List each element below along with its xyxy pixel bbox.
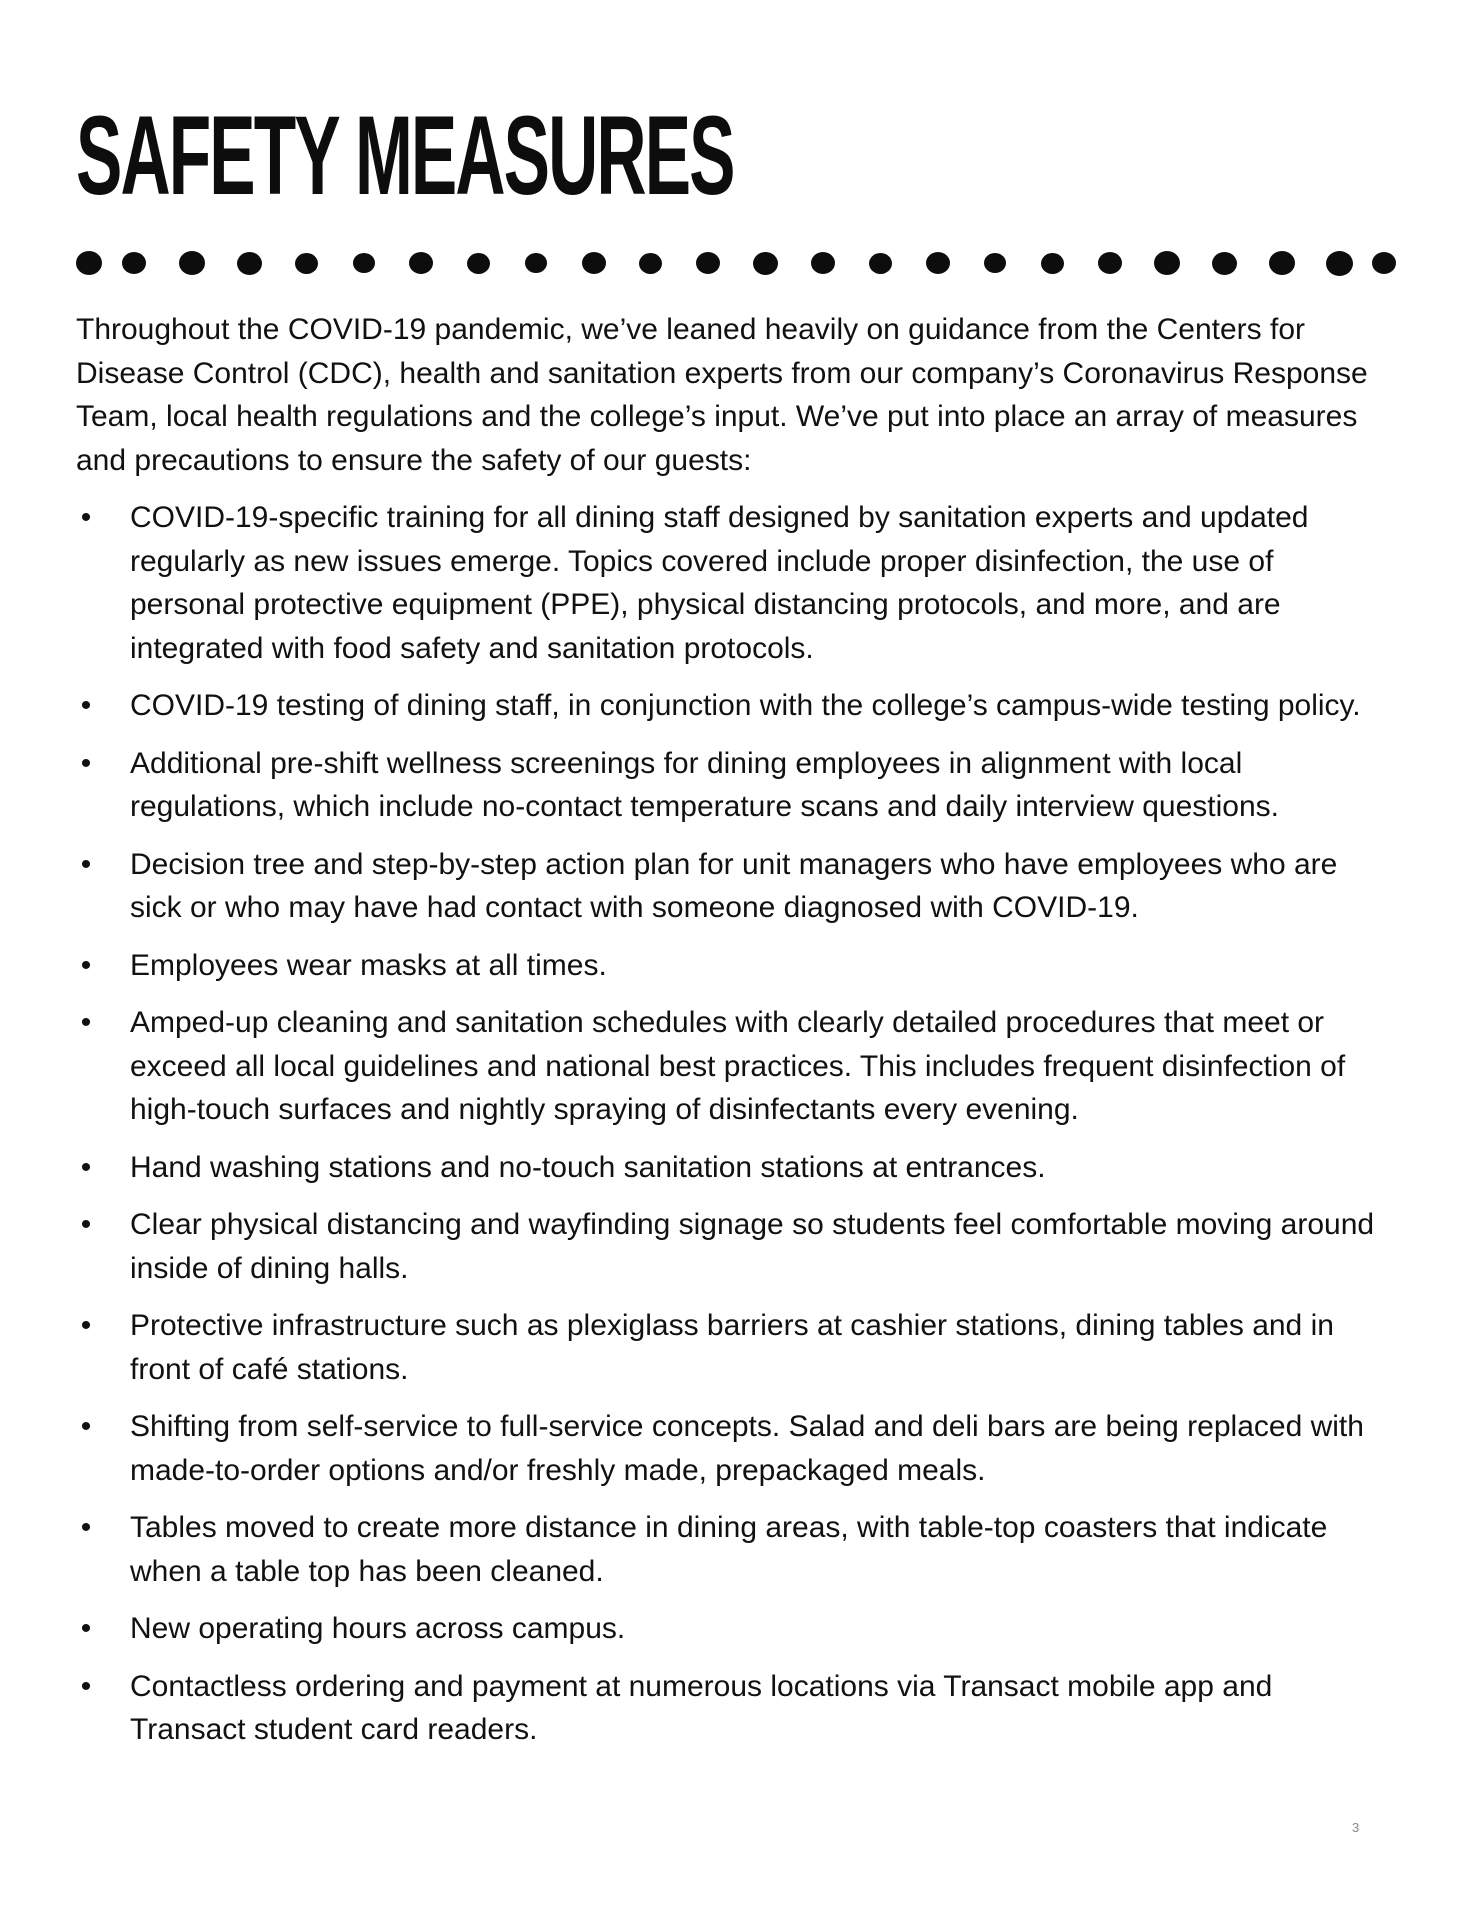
divider-dot-icon xyxy=(1154,251,1180,275)
list-item xyxy=(76,1405,1386,1492)
list-item-text: COVID-19-specific training for all dining staff designed by sanitation experts and updated regularly as new issues emerge. Topics covered include proper disinfection, the use of personal protective equipment (PPE), physical distancing protocols, and more, and are integrated with food safety and sanitation protocols. xyxy=(130,501,1309,665)
divider-dot-icon xyxy=(582,252,606,274)
divider-dot-icon xyxy=(1326,251,1353,276)
list-item xyxy=(76,742,1386,829)
divider-dot-icon xyxy=(1041,253,1064,274)
dotted-divider xyxy=(76,248,1396,278)
divider-dot-icon xyxy=(295,253,318,274)
list-item-text: Amped-up cleaning and sanitation schedules with clearly detailed procedures that meet or exceed all local guidelines and national best practices. This includes frequent disinfection of high-touch surfaces and nightly spraying of disinfectants every evening. xyxy=(130,1006,1346,1126)
divider-dot-icon xyxy=(122,252,146,274)
bullet-icon: • xyxy=(80,948,92,982)
list-item xyxy=(76,1607,1386,1651)
list-item-text: Tables moved to create more distance in dining areas, with table-top coasters that indicate when a table top has been cleaned. xyxy=(130,1511,1328,1588)
list-item-text: Additional pre-shift wellness screenings for dining employees in alignment with local regulations, which include no-contact temperature scans and daily interview questions. xyxy=(130,746,1279,823)
divider-dot-icon xyxy=(237,252,262,275)
bullet-icon: • xyxy=(80,1410,92,1443)
divider-dot-icon xyxy=(869,253,892,274)
list-item xyxy=(76,1146,1386,1190)
bullet-icon: • xyxy=(80,1309,92,1342)
divider-dot-icon xyxy=(1212,252,1237,275)
list-item-text: Employees wear masks at all times. xyxy=(130,948,607,982)
list-item xyxy=(76,944,1386,988)
divider-dot-icon xyxy=(811,252,835,274)
list-item-text: Contactless ordering and payment at numerous locations via Transact mobile app and Transact student card readers. xyxy=(130,1669,1273,1746)
list-item xyxy=(76,1304,1386,1391)
divider-dot-icon xyxy=(353,253,375,273)
divider-dot-icon xyxy=(179,251,205,275)
list-item-text: Decision tree and step-by-step action plan for unit managers who have employees who are sick or who may have had contact with someone diagnosed with COVID-19. xyxy=(130,847,1338,924)
divider-dot-icon xyxy=(1372,252,1396,274)
list-item-text: Protective infrastructure such as plexiglass barriers at cashier stations, dining tables and in front of café stations. xyxy=(130,1309,1334,1386)
bullet-icon: • xyxy=(80,1511,92,1544)
divider-dot-icon xyxy=(984,253,1006,273)
bullet-icon: • xyxy=(80,501,92,534)
list-item xyxy=(76,1001,1386,1132)
bullet-icon: • xyxy=(80,1208,92,1241)
list-item-text: Hand washing stations and no-touch sanitation stations at entrances. xyxy=(130,1150,1046,1184)
list-item xyxy=(76,496,1386,670)
page-number: 3 xyxy=(1352,1820,1360,1835)
list-item xyxy=(76,843,1386,930)
safety-measures-list xyxy=(76,496,1386,1752)
list-item-text: Shifting from self-service to full-service concepts. Salad and deli bars are being replaced with made-to-order options and/or freshly made, prepackaged meals. xyxy=(130,1410,1364,1487)
bullet-icon: • xyxy=(80,847,92,881)
divider-dot-icon xyxy=(639,253,662,274)
divider-dot-icon xyxy=(753,252,778,275)
bullet-icon: • xyxy=(80,689,92,722)
list-item xyxy=(76,1506,1386,1593)
divider-dot-icon xyxy=(409,252,433,274)
list-item-text: Clear physical distancing and wayfinding signage so students feel comfortable moving around inside of dining halls. xyxy=(130,1208,1375,1285)
bullet-icon: • xyxy=(80,1612,92,1645)
list-item xyxy=(76,1203,1386,1290)
divider-dot-icon xyxy=(76,251,102,275)
list-item-text: New operating hours across campus. xyxy=(130,1612,626,1645)
divider-dot-icon xyxy=(467,253,490,274)
list-item xyxy=(76,684,1386,728)
divider-dot-icon xyxy=(525,253,547,273)
divider-dot-icon xyxy=(696,252,720,274)
body-content xyxy=(76,308,1386,1766)
divider-dot-icon xyxy=(1098,252,1122,274)
bullet-icon: • xyxy=(80,1150,92,1184)
list-item-text: COVID-19 testing of dining staff, in conjunction with the college’s campus-wide testing policy. xyxy=(130,689,1361,722)
bullet-icon: • xyxy=(80,1669,92,1703)
list-item xyxy=(76,1665,1386,1752)
page-title: SAFETY MEASURES xyxy=(76,93,734,218)
bullet-icon: • xyxy=(80,746,92,780)
bullet-icon: • xyxy=(80,1006,92,1039)
divider-dot-icon xyxy=(926,252,950,274)
divider-dot-icon xyxy=(1269,251,1295,275)
intro-paragraph: Throughout the COVID-19 pandemic, we’ve leaned heavily on guidance from the Centers for Disease Control (CDC), health and sanitation experts from our company’s Coronavirus Response Team, local health regulations and the college’s input. We’ve put into place an array of measures and precautions to ensure the safety of our guests: xyxy=(76,313,1368,477)
